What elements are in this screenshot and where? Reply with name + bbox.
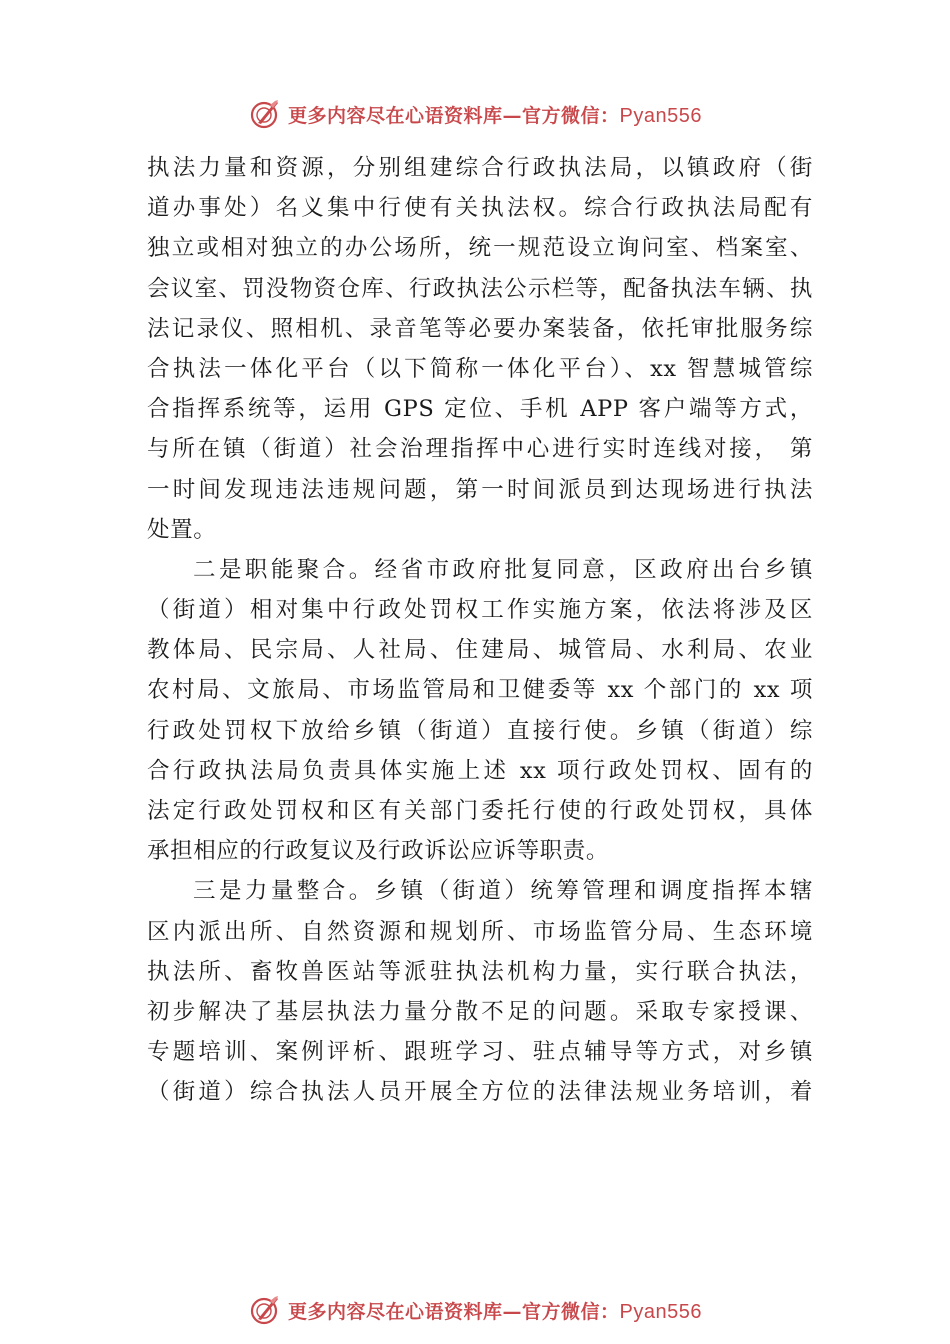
text-line: 专题培训、案例评析、跟班学习、驻点辅导等方式，对乡镇 <box>147 1039 813 1066</box>
text-line: 独立或相对独立的办公场所，统一规范设立询问室、档案室、 <box>147 235 813 262</box>
text-line: 行政处罚权下放给乡镇（街道）直接行使。乡镇（街道）综 <box>147 717 813 744</box>
text-line: （街道）相对集中行政处罚权工作实施方案，依法将涉及区 <box>147 597 813 624</box>
text-line: 法记录仪、照相机、录音笔等必要办案装备，依托审批服务综 <box>147 315 813 342</box>
paragraph-start: 二是职能聚合。经省市政府批复同意，区政府出台乡镇 <box>193 556 813 583</box>
text-line: 处置。 <box>147 516 217 543</box>
banner-handle: Pyan556 <box>619 104 702 127</box>
text-line: 一时间发现违法违规问题，第一时间派员到达现场进行执法 <box>147 476 813 503</box>
text-line: 区内派出所、自然资源和规划所、市场监管分局、生态环境 <box>147 918 813 945</box>
banner-text: 更多内容尽在心语资料库—官方微信：Pyan556 <box>288 1300 702 1323</box>
quill-seal-icon <box>248 97 282 131</box>
text-line: 合行政执法局负责具体实施上述 xx 项行政处罚权、固有的 <box>147 757 813 784</box>
header-banner <box>0 94 950 134</box>
text-line: 会议室、罚没物资仓库、行政执法公示栏等，配备执法车辆、执 <box>147 275 813 302</box>
banner-handle: Pyan556 <box>619 1300 702 1323</box>
text-line: 农村局、文旅局、市场监管局和卫健委等 xx 个部门的 xx 项 <box>147 677 813 704</box>
document-body <box>147 148 813 1113</box>
text-line: （街道）综合执法人员开展全方位的法律法规业务培训，着 <box>147 1079 813 1106</box>
banner-text: 更多内容尽在心语资料库—官方微信：Pyan556 <box>288 104 702 127</box>
footer-banner <box>0 1290 950 1330</box>
text-line: 道办事处）名义集中行使有关执法权。综合行政执法局配有 <box>147 195 813 222</box>
quill-seal-icon <box>248 1293 282 1327</box>
text-line: 法定行政处罚权和区有关部门委托行使的行政处罚权，具体 <box>147 798 813 824</box>
text-line: 执法所、畜牧兽医站等派驻执法机构力量，实行联合执法， <box>147 958 813 985</box>
text-line: 承担相应的行政复议及行政诉讼应诉等职责。 <box>147 838 610 865</box>
text-line: 合执法一体化平台（以下简称一体化平台）、xx 智慧城管综 <box>147 355 813 382</box>
paragraph-start: 三是力量整合。乡镇（街道）统筹管理和调度指挥本辖 <box>193 878 813 905</box>
text-line: 合指挥系统等，运用 GPS 定位、手机 APP 客户端等方式， <box>147 396 813 423</box>
text-line: 教体局、民宗局、人社局、住建局、城管局、水利局、农业 <box>147 637 813 664</box>
text-line: 执法力量和资源，分别组建综合行政执法局，以镇政府（街 <box>147 155 813 181</box>
text-line: 初步解决了基层执法力量分散不足的问题。采取专家授课、 <box>147 998 813 1025</box>
text-line: 与所在镇（街道）社会治理指挥中心进行实时连线对接， 第 <box>147 436 813 463</box>
